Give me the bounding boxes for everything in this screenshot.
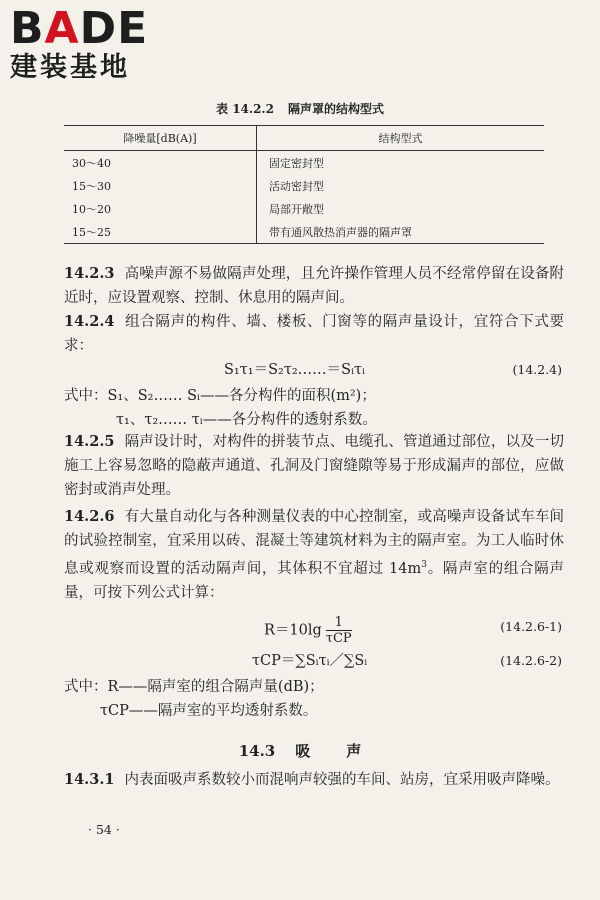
clause-text: 有大量自动化与各种测量仪表的中心控制室，或高噪声设备试车车间的试验控制室，宜采用以砖、混凝土等建筑材料为主的隔声室。为工人临时休息或观察而设置的活动隔声间，其体积不宜超过 14m: [64, 509, 564, 577]
cell-reduction: 10～20: [64, 197, 257, 220]
clause-text-cont: 。隔声室的组合隔声量，可按下列公式计算：: [64, 561, 565, 601]
logo-wordmark: [10, 3, 180, 54]
cell-reduction: 15～30: [64, 174, 257, 197]
clause-text: 内表面吸声系数较小而混响声较强的车间、站房，宜采用吸声降噪。: [124, 772, 560, 788]
where-line-1: [64, 384, 564, 408]
where-line-1: 式中：R——隔声室的组合隔声量(dB)；: [64, 679, 324, 695]
where-line-2: τCP——隔声室的平均透射系数。: [100, 703, 318, 719]
cell-type: 活动密封型: [269, 179, 324, 193]
header-noise-reduction: 降噪量[dB(A)]: [64, 126, 257, 151]
clause-14-2-5: [64, 430, 564, 502]
denominator: τCP: [325, 631, 352, 646]
table-title: 隔声罩的结构型式: [287, 102, 384, 116]
cell-type: 固定密封型: [269, 156, 324, 170]
clause-14-3-1: [64, 768, 564, 792]
formula-14-2-4: [64, 358, 564, 384]
enclosure-structure-table: [64, 125, 544, 244]
table-header-row: [64, 126, 544, 151]
header-structure-type: 结构型式: [257, 126, 545, 151]
section-title-part-2: 声: [346, 742, 362, 760]
fraction: [326, 615, 352, 646]
equation-number: (14.2.4): [512, 362, 562, 377]
table-number: 表 14.2.2: [216, 102, 274, 116]
formula-lhs: R＝10lg: [264, 622, 322, 639]
where-text: ——各分构件的面积(m²)；: [199, 388, 376, 404]
formula-14-2-6-1: [64, 609, 564, 649]
numerator: 1: [326, 615, 352, 631]
table-caption: [0, 100, 600, 117]
cell-type: 局部开敞型: [269, 202, 324, 216]
superscript: 3: [421, 560, 427, 570]
section-heading: [0, 740, 600, 761]
clause-14-2-4: [64, 310, 564, 432]
table-row: [64, 220, 544, 244]
cell-type: 带有通风散热消声器的隔声罩: [269, 225, 412, 239]
clause-number: 14.3.1: [64, 771, 115, 788]
clause-14-2-6: [64, 505, 564, 723]
where-symbol: τ₁、τ₂…… τᵢ: [116, 412, 203, 428]
logo-letters-de: DE: [79, 3, 149, 54]
formula-expression: τCP＝∑Sᵢτᵢ／∑Sᵢ: [252, 653, 368, 669]
clause-14-2-3: [64, 262, 564, 310]
logo-subtitle: 建装基地: [10, 52, 130, 83]
where-text: ——各分构件的透射系数。: [202, 412, 377, 428]
section-number: 14.3: [238, 742, 276, 760]
equation-number: (14.2.6-1): [500, 619, 562, 634]
formula-14-2-6-2: [64, 649, 564, 675]
section-title-part-1: 吸: [295, 742, 311, 760]
table-row: [64, 197, 544, 220]
clause-number: 14.2.4: [64, 313, 115, 330]
equation-number: (14.2.6-2): [500, 653, 562, 668]
clause-number: 14.2.5: [64, 433, 115, 450]
clause-text: 隔声设计时，对构件的拼装节点、电缆孔、管道通过部位，以及一切施工上容易忽略的隐蔽声通道、孔洞及门窗缝隙等易于形成漏声的部位，应做密封或消声处理。: [64, 434, 564, 498]
page-number: · 54 ·: [88, 822, 120, 837]
table-row: [64, 151, 544, 175]
where-line-2: [64, 408, 564, 432]
logo-letter-a: A: [44, 3, 80, 54]
clause-text: 高噪声源不易做隔声处理，且允许操作管理人员不经常停留在设备附近时，应设置观察、控制、休息用的隔声间。: [64, 266, 564, 306]
formula-expression: S₁τ₁＝S₂τ₂……＝Sᵢτᵢ: [224, 362, 365, 378]
cell-reduction: 30～40: [64, 151, 257, 175]
logo-letter-b: B: [10, 3, 45, 54]
clause-text: 组合隔声的构件、墙、楼板、门窗等的隔声量设计，宜符合下式要求：: [64, 314, 564, 354]
table-row: [64, 174, 544, 197]
where-symbol: 式中：S₁、S₂…… Sᵢ: [64, 388, 200, 404]
clause-number: 14.2.6: [64, 508, 115, 525]
clause-number: 14.2.3: [64, 265, 115, 282]
cell-reduction: 15～25: [64, 220, 257, 244]
bade-logo: [10, 3, 180, 84]
